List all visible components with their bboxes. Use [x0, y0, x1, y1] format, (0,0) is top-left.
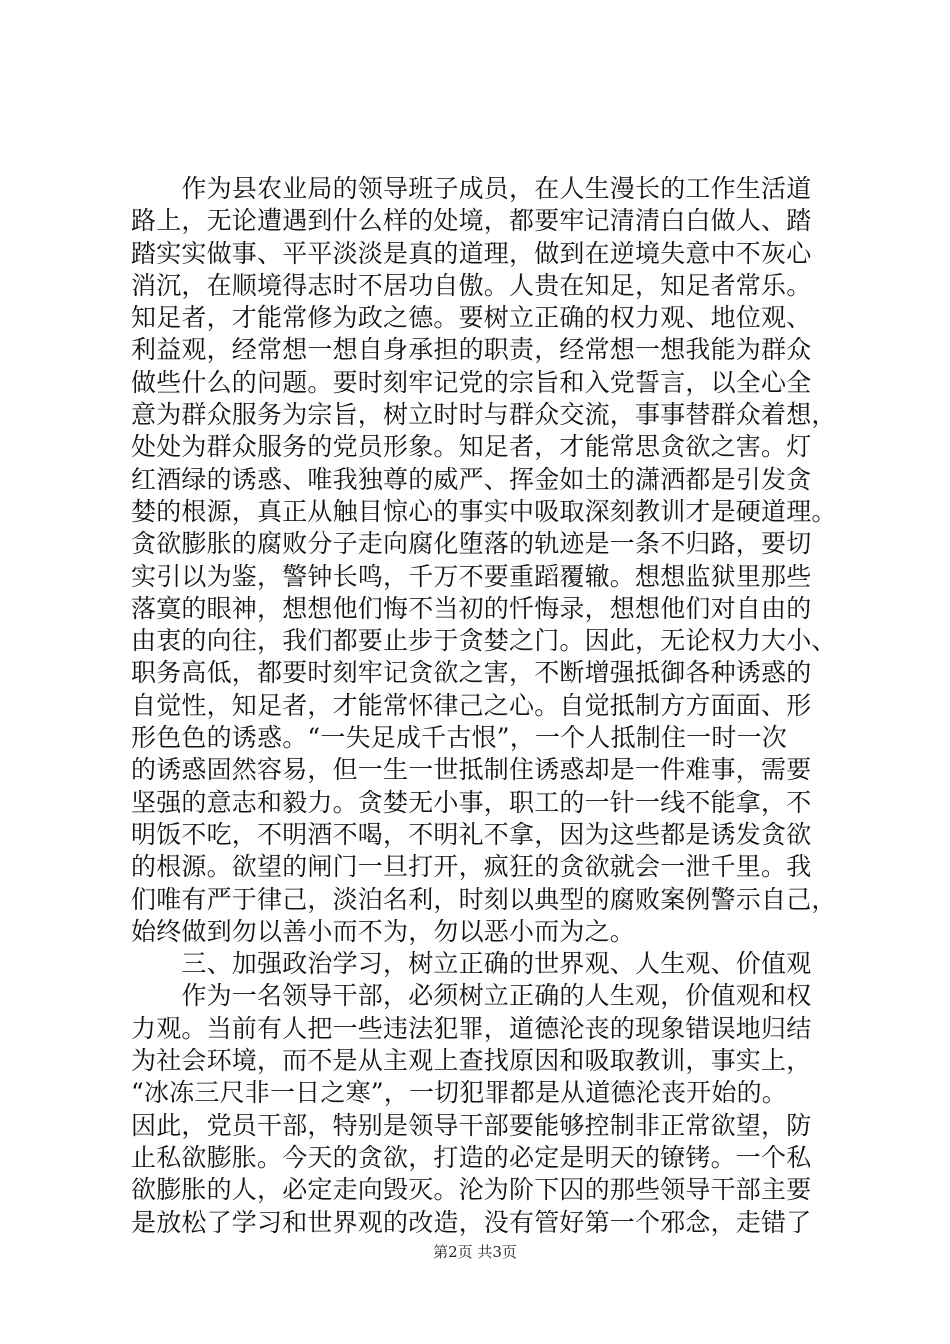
text-line: 消沉，在顺境得志时不居功自傲。人贵在知足，知足者常乐。 — [131, 270, 812, 300]
text-line: 路上，无论遭遇到什么样的处境，都要牢记清清白白做人、踏 — [131, 206, 812, 236]
text-line: 力观。当前有人把一些违法犯罪，道德沦丧的现象错误地归结 — [131, 1013, 812, 1043]
text-line: 知足者，才能常修为政之德。要树立正确的权力观、地位观、 — [131, 303, 812, 333]
text-line: 作为县农业局的领导班子成员，在人生漫长的工作生活道 — [131, 174, 812, 203]
text-line: 踏实实做事、平平淡淡是真的道理，做到在逆境失意中不灰心 — [131, 238, 812, 268]
body-text — [131, 173, 837, 1239]
text-line: 始终做到勿以善小而不为，勿以恶小而为之。 — [131, 916, 636, 946]
page-footer: 第2页 共3页 — [433, 1243, 517, 1261]
text-line: 三、加强政治学习，树立正确的世界观、人生观、价值观 — [131, 949, 812, 979]
text-line: 作为一名领导干部，必须树立正确的人生观，价值观和权 — [131, 981, 812, 1011]
text-line: 为社会环境，而不是从主观上查找原因和吸取教训，事实上， — [131, 1046, 812, 1076]
text-line: 利益观，经常想一想自身承担的职责，经常想一想我能为群众 — [131, 335, 812, 365]
text-line: 红酒绿的诱惑、唯我独尊的威严、挥金如土的潇洒都是引发贪 — [131, 464, 812, 494]
text-line: 贪欲膨胀的腐败分子走向腐化堕落的轨迹是一条不归路，要切 — [131, 529, 812, 559]
text-line: 实引以为鉴，警钟长鸣，千万不要重蹈覆辙。想想监狱里那些 — [131, 561, 812, 591]
text-line: 落寞的眼神，想想他们悔不当初的忏悔录，想想他们对自由的 — [131, 593, 812, 623]
text-line: 自觉性，知足者，才能常怀律己之心。自觉抵制方方面面、形 — [131, 690, 812, 720]
text-line: 形色色的诱惑。“一失足成千古恨”，一个人抵制住一时一次 — [131, 723, 787, 753]
text-line: 职务高低，都要时刻牢记贪欲之害，不断增强抵御各种诱惑的 — [131, 658, 812, 688]
text-line: 处处为群众服务的党员形象。知足者，才能常思贪欲之害。灯 — [131, 432, 812, 462]
text-line: 婪的根源，真正从触目惊心的事实中吸取深刻教训才是硬道理。 — [131, 496, 837, 526]
text-line: 欲膨胀的人，必定走向毁灭。沦为阶下囚的那些领导干部主要 — [131, 1175, 812, 1205]
text-line: 的根源。欲望的闸门一旦打开，疯狂的贪欲就会一泄千里。我 — [131, 852, 812, 882]
text-line: 明饭不吃，不明酒不喝，不明礼不拿，因为这些都是诱发贪欲 — [131, 819, 812, 849]
text-line: 坚强的意志和毅力。贪婪无小事，职工的一针一线不能拿，不 — [131, 787, 812, 817]
text-line: 是放松了学习和世界观的改造，没有管好第一个邪念，走错了 — [131, 1207, 812, 1237]
text-line: 意为群众服务为宗旨，树立时时与群众交流，事事替群众着想， — [131, 400, 837, 430]
text-line: 做些什么的问题。要时刻牢记党的宗旨和入党誓言，以全心全 — [131, 367, 812, 397]
text-line: 的诱惑固然容易，但一生一世抵制住诱惑却是一件难事，需要 — [131, 755, 812, 785]
text-line: “冰冻三尺非一日之寒”，一切犯罪都是从道德沦丧开始的。 — [131, 1078, 787, 1108]
text-line: 由衷的向往，我们都要止步于贪婪之门。因此，无论权力大小、 — [131, 626, 837, 656]
text-line: 因此，党员干部，特别是领导干部要能够控制非正常欲望，防 — [131, 1110, 812, 1140]
text-line: 们唯有严于律己，淡泊名利，时刻以典型的腐败案例警示自己， — [131, 884, 837, 914]
text-line: 止私欲膨胀。今天的贪欲，打造的必定是明天的镣铐。一个私 — [131, 1142, 812, 1172]
